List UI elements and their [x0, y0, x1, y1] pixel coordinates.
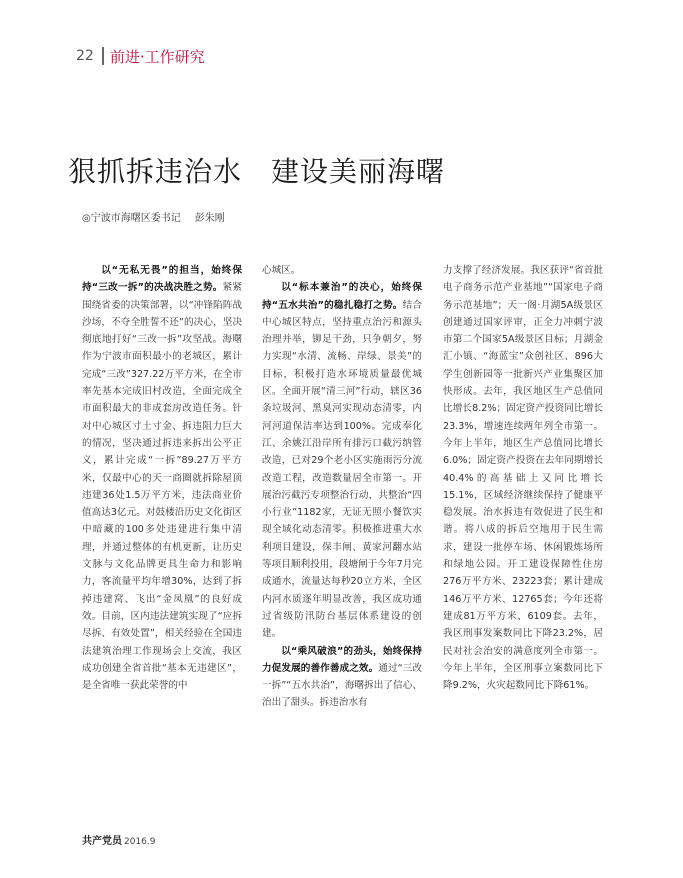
- text-column-1: [82, 262, 242, 694]
- author-org: ◎宁波市海曙区委书记: [82, 213, 181, 224]
- page-footer: [82, 832, 156, 847]
- page-number: 22: [76, 48, 94, 64]
- paragraph: [262, 643, 422, 712]
- author-line: [82, 209, 225, 224]
- paragraph: 心城区。: [262, 265, 301, 276]
- text-column-3: [443, 262, 603, 694]
- text-column-2: [262, 262, 422, 712]
- paragraph-lead: 以“乘风破浪”的劲头，始终保持力促发展的善作善成之效。: [262, 645, 422, 674]
- paragraph-body: 紧紧围绕省委的决策部署，以“冲锋陷阵战沙场，不夺全胜誓不还”的决心，坚决彻底地打好“三改一拆”攻坚战。海曙作为宁波市面积最小的老城区，累计完成“三改”327.22万平方米，在全市率先基本完成旧村改造，全面完成全市面积最大的非成套房改造任务。针对中心城区寸土寸金、拆违阻力巨大的情况，坚决通过拆违来拆出公平正义，累计完成“一拆”89.27万平方米，仅最中心的天一商圈就拆除屋顶违建36处1.5万平方米，违法商业价值高达3亿元。对鼓楼沿历史文化街区中暗藏的100多处违建进行集中清理，并通过整体的有机更新，让历史文脉与文化品牌更具生命力和影响力，客流量平均年增30%，达到了拆掉违建窝、飞出“金凤凰”的良好成效。目前，区内违法建筑实现了“应拆尽拆、有效处置”，相关经验在全国违法建筑治理工作现场会上交流，我区成功创建全省首批“基本无违建区”，是全省唯一获此荣誉的中: [82, 282, 242, 692]
- paragraph-body: 通过“三改一拆”“五水共治”，海曙拆出了信心、治出了甜头。拆违治水有: [262, 662, 422, 709]
- page-header: [76, 44, 205, 68]
- paragraph: [82, 262, 242, 694]
- paragraph-body: 结合中心城区特点，坚持重点治污和源头治理并举，铆足干劲，只争朝夕，努力实现“水清、流畅、岸绿、景美”的目标，积极打造水环境质量最优城区。全面开展“清三河”行动，辖区36条垃圾河、黑臭河实现动态清零，内河河道保洁率达到100%。完成奉化江、余姚江沿岸所有排污口截污纳管改造，已对29个老小区实施雨污分流改造工程，改造数量居全市第一。开展治污截污专项整治行动，共整治“四小行业”1182家，无证无照小餐饮实现全域化动态清零。积极推进重大水利项目建设，保丰闸、黄家河翻水站等项目顺利投用，段塘闸于今年7月完成通水，流量达每秒20立方米，全区内河水质逐年明显改善，我区成功通过省级防汛防台基层体系建设的创建。: [262, 299, 422, 640]
- header-divider: [102, 47, 104, 65]
- paragraph-lead: 以“标本兼治”的决心，始终保持“五水共治”的稳扎稳打之势。: [262, 282, 422, 311]
- paragraph-lead: 以“无私无畏”的担当，始终保持“三改一拆”的决战决胜之势。: [82, 265, 242, 294]
- author-name: 彭朱刚: [194, 213, 225, 224]
- article-title: 狠抓拆违治水 建设美丽海曙: [68, 155, 446, 188]
- section-title: 前进·工作研究: [109, 47, 205, 66]
- paragraph: 力支撑了经济发展。我区获评“省首批电子商务示范产业基地”“国家电子商务示范基地”；天一阁·月湖5A级景区创建通过国家评审，正全力冲刺宁波市第二个国家5A级景区目标；月湖金汇小镇、“海蓝宝”众创社区、896大学生创新园等一批新兴产业集聚区加快形成。去年，我区地区生产总值同比增长8.2%；固定资产投资同比增长23.3%，增速连续两年列全市第一。今年上半年，地区生产总值同比增长6.0%；固定资产投资在去年同期增长40.4%的高基础上又同比增长15.1%，区域经济继续保持了健康平稳发展。治水拆违有效促进了民生和谐。将八成的拆后空地用于民生需求，建设一批停车场、休闲锻炼场所和绿地公园。开工建设保障性住房276万平方米、23223套；累计建成146万平方米、12765套；今年还将建成81万平方米、6109套。去年，我区刑事发案数同比下降23.2%，居民对社会治安的满意度列全市第一。今年上半年，全区刑事立案数同比下降9.2%，火灾起数同比下降61%。: [443, 265, 603, 692]
- issue-date: 2016.9: [124, 837, 156, 847]
- paragraph: [262, 279, 422, 642]
- magazine-logo: 共产党员: [82, 836, 122, 847]
